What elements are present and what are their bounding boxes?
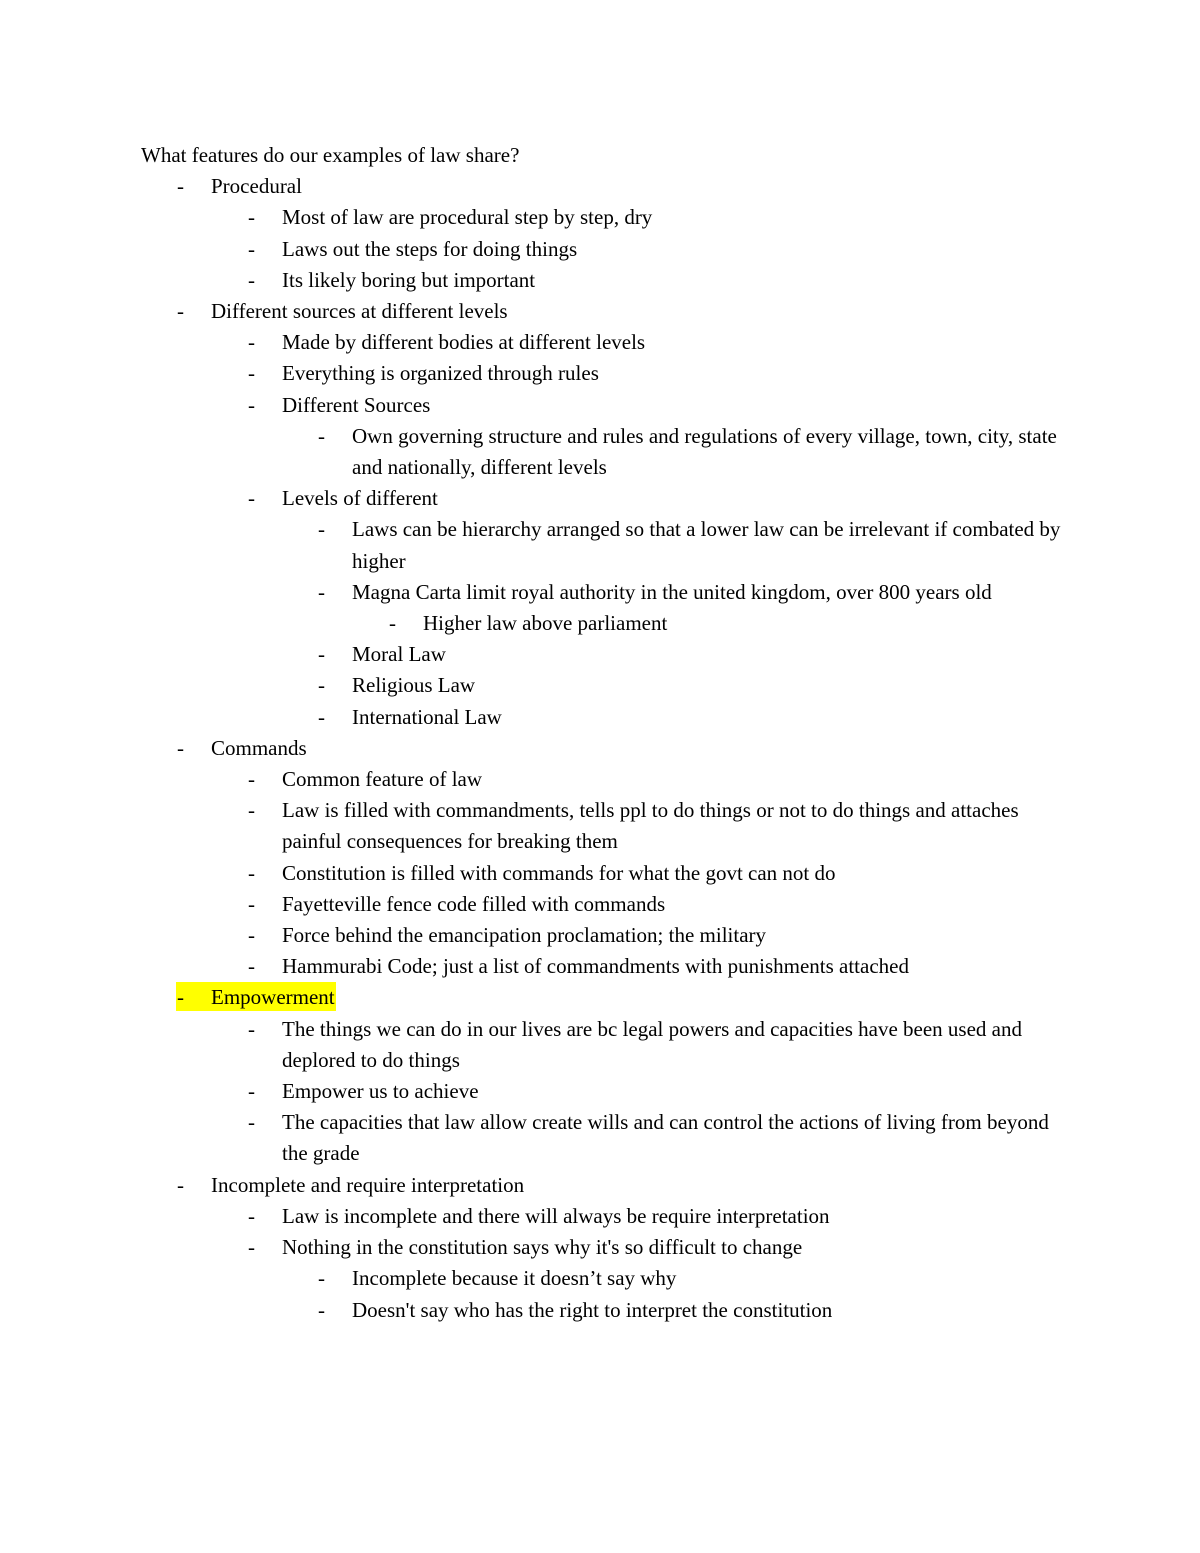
bullet-dash: -	[248, 954, 255, 979]
outline-item-text: Own governing structure and rules and regulations of every village, town, city, state and nationally, different levels	[352, 423, 1057, 480]
outline-item-text: Law is incomplete and there will always be require interpretation	[282, 1203, 830, 1228]
outline-item-level-4	[141, 608, 1071, 639]
outline-item-text: Most of law are procedural step by step, dry	[282, 205, 653, 230]
bullet-dash: -	[318, 1297, 325, 1322]
outline-item-text: Procedural	[211, 174, 302, 199]
bullet-dash: -	[248, 361, 255, 386]
bullet-dash: -	[248, 891, 255, 916]
outline-item-level-2	[141, 202, 1071, 233]
bullet-dash: -	[177, 735, 184, 760]
outline-item-text: Religious Law	[352, 673, 476, 698]
bullet-dash: -	[248, 392, 255, 417]
bullet-dash: -	[318, 1266, 325, 1291]
outline-item-text: Nothing in the constitution says why it's so difficult to change	[282, 1235, 803, 1260]
bullet-dash: -	[248, 798, 255, 823]
outline-item-level-3	[141, 1295, 1071, 1326]
outline-item-level-3	[141, 670, 1071, 701]
outline-item-text: Its likely boring but important	[282, 267, 536, 292]
outline-item-text: Doesn't say who has the right to interpret the constitution	[352, 1297, 833, 1322]
bullet-dash: -	[248, 1016, 255, 1041]
outline-item-text: International Law	[352, 704, 502, 729]
outline-item-level-2	[141, 764, 1071, 795]
outline-item-level-2	[141, 951, 1071, 982]
outline-item-level-2	[141, 1232, 1071, 1263]
outline-item-level-3	[141, 639, 1071, 670]
outline-item-text: Fayetteville fence code filled with commands	[282, 891, 666, 916]
bullet-dash: -	[248, 1203, 255, 1228]
bullet-dash: -	[248, 330, 255, 355]
bullet-dash: -	[248, 923, 255, 948]
outline-item-level-2	[141, 358, 1071, 389]
outline-item-text: Made by different bodies at different levels	[282, 330, 646, 355]
outline-item-level-2	[141, 920, 1071, 951]
outline-item-text: Common feature of law	[282, 767, 483, 792]
outline-item-text: Moral Law	[352, 642, 446, 667]
bullet-dash: -	[318, 517, 325, 542]
outline-item-level-3	[141, 702, 1071, 733]
outline-item-level-1	[141, 296, 1071, 327]
bullet-dash: -	[318, 579, 325, 604]
bullet-dash: -	[248, 205, 255, 230]
outline-item-text: Constitution is filled with commands for what the govt can not do	[282, 860, 836, 885]
outline-item-level-1	[141, 982, 1071, 1013]
outline-item-level-2	[141, 1014, 1071, 1076]
bullet-dash: -	[248, 767, 255, 792]
outline-item-text: Everything is organized through rules	[282, 361, 599, 386]
outline-item-level-2	[141, 390, 1071, 421]
outline-item-level-1	[141, 733, 1071, 764]
outline-item-text: Levels of different	[282, 486, 438, 511]
outline-item-level-2	[141, 1107, 1071, 1169]
bullet-dash: -	[248, 486, 255, 511]
outline-item-text: Higher law above parliament	[423, 611, 668, 636]
outline-item-text: The things we can do in our lives are bc legal powers and capacities have been used and deplored to do things	[282, 1016, 1022, 1072]
outline-item-level-1	[141, 1170, 1071, 1201]
outline-item-text: Commands	[211, 735, 307, 760]
outline-item-text: Different sources at different levels	[211, 299, 508, 323]
outline-item-text: Empower us to achieve	[282, 1079, 479, 1104]
bullet-dash: -	[389, 611, 396, 636]
outline-item-text: Incomplete and require interpretation	[211, 1172, 525, 1197]
bullet-dash: -	[177, 299, 184, 323]
outline-list	[141, 171, 1071, 1326]
bullet-dash: -	[318, 673, 325, 698]
outline-item-level-1	[141, 171, 1071, 202]
outline-item-text: Laws out the steps for doing things	[282, 236, 578, 261]
outline-item-level-3	[141, 577, 1071, 608]
outline-item-level-2	[141, 1201, 1071, 1232]
outline-item-level-2	[141, 1076, 1071, 1107]
outline-item-text: Incomplete because it doesn’t say why	[352, 1266, 677, 1291]
bullet-dash: -	[177, 1172, 184, 1197]
outline-item-level-2	[141, 795, 1071, 857]
outline-item-level-2	[141, 234, 1071, 265]
outline-item-text: Different Sources	[282, 392, 431, 417]
outline-item-text: Laws can be hierarchy arranged so that a lower law can be irrelevant if combated by higher	[352, 517, 1061, 573]
bullet-dash: -	[177, 174, 184, 199]
bullet-dash: -	[318, 642, 325, 667]
outline-item-text: The capacities that law allow create wills and can control the actions of living from beyond the grade	[282, 1110, 1049, 1166]
bullet-dash: -	[177, 985, 184, 1010]
outline-item-level-3	[141, 421, 1071, 483]
outline-item-level-3	[141, 514, 1071, 576]
document-title: What features do our examples of law share?	[141, 143, 520, 167]
outline-item-level-2	[141, 265, 1071, 296]
bullet-dash: -	[318, 423, 325, 448]
outline-item-text: Magna Carta limit royal authority in the united kingdom, over 800 years old	[352, 579, 992, 604]
bullet-dash: -	[318, 704, 325, 729]
outline-item-text: Law is filled with commandments, tells ppl to do things or not to do things and attaches painful consequences for breaking them	[282, 798, 1019, 854]
bullet-dash: -	[248, 236, 255, 261]
outline-item-level-2	[141, 889, 1071, 920]
bullet-dash: -	[248, 1079, 255, 1104]
bullet-dash: -	[248, 1110, 255, 1135]
outline-item-text: Force behind the emancipation proclamation; the military	[282, 923, 767, 948]
bullet-dash: -	[248, 860, 255, 885]
document-body	[141, 140, 1071, 1326]
outline-item-level-2	[141, 327, 1071, 358]
outline-item-level-3	[141, 1263, 1071, 1294]
outline-item-text: Empowerment	[211, 985, 335, 1010]
outline-item-level-2	[141, 858, 1071, 889]
outline-item-level-2	[141, 483, 1071, 514]
bullet-dash: -	[248, 1235, 255, 1260]
bullet-dash: -	[248, 267, 255, 292]
outline-item-text: Hammurabi Code; just a list of commandments with punishments attached	[282, 954, 909, 979]
